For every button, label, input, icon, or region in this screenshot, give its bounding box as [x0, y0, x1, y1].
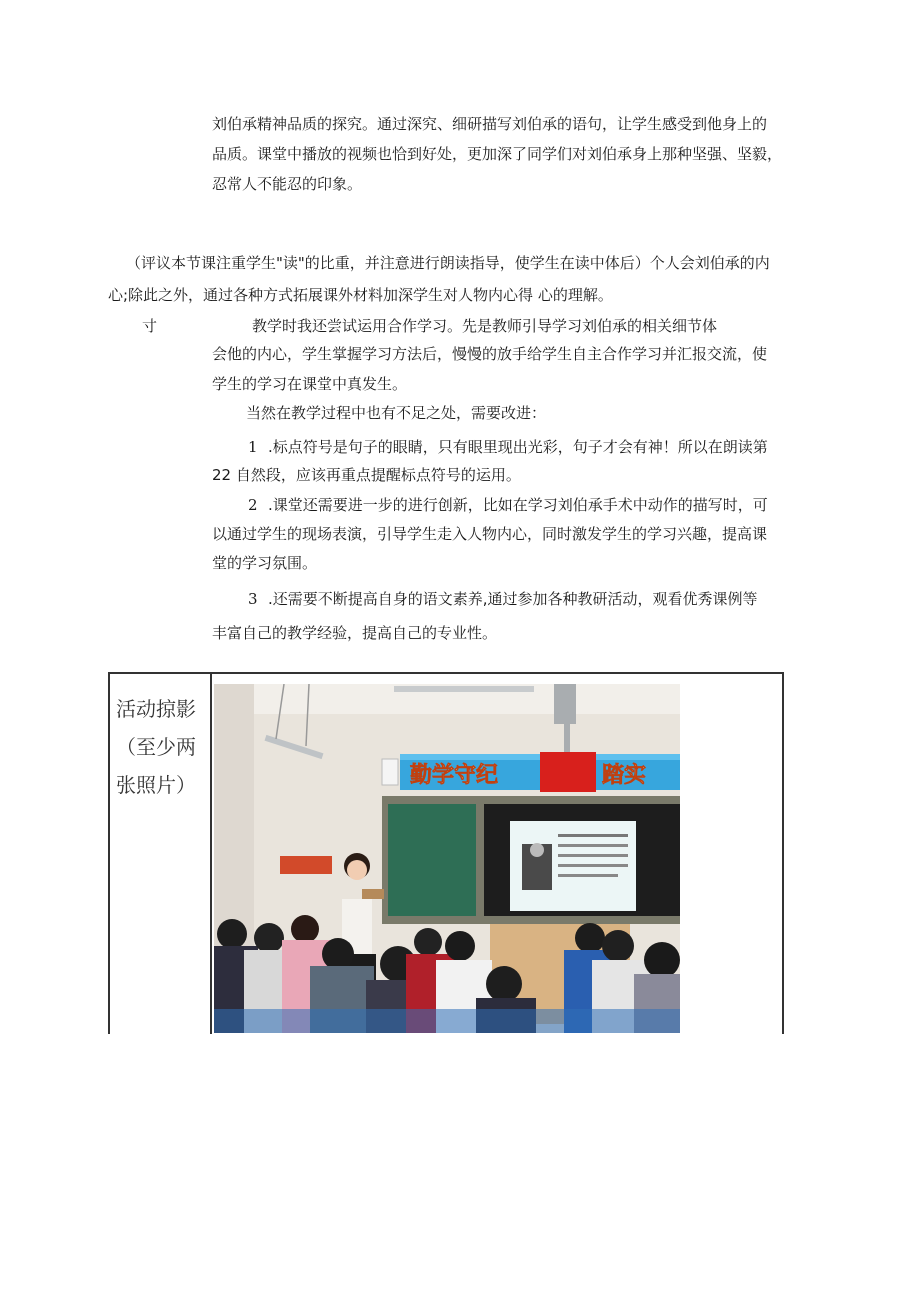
- banner-right-text: 踏实: [602, 763, 647, 788]
- table-column-divider: [210, 674, 212, 1034]
- para4: 当然在教学过程中也有不足之处，需要改进：: [246, 404, 547, 422]
- item2-line1: .课堂还需要进一步的进行创新，比如在学习刘伯承手术中动作的描写时，可: [268, 496, 768, 514]
- item2-line2: 以通过学生的现场表演，引导学生走入人物内心，同时激发学生的学习兴趣，提高课: [212, 525, 768, 543]
- para2-line2: 心;除此之外，通过各种方式拓展课外材料加深学生对人物内心得 心的理解。: [108, 286, 613, 304]
- banner-left-text: 勤学守纪: [410, 763, 499, 788]
- para1-line3: 忍常人不能忍的印象。: [212, 175, 363, 193]
- item2-line3: 堂的学习氛围。: [212, 554, 318, 572]
- table-label-line3: 张照片）: [116, 773, 196, 797]
- para1-line1: 刘伯承精神品质的探究。通过深究、细研描写刘伯承的语句，让学生感受到他身上的: [212, 115, 768, 133]
- stray-char: 寸: [142, 317, 158, 335]
- item3-number: 3: [248, 590, 258, 608]
- para2-line1: （评议本节课注重学生"读"的比重，并注意进行朗读指导，使学生在读中体后）个人会刘伯承的内: [126, 254, 770, 272]
- item1-line1: .标点符号是句子的眼睛，只有眼里现出光彩，句子才会有神！所以在朗读第: [268, 438, 768, 456]
- para1-line2: 品质。课堂中播放的视频也恰到好处，更加深了同学们对刘伯承身上那种坚强、坚毅，: [212, 145, 783, 163]
- para3-line3: 学生的学习在课堂中真发生。: [212, 375, 408, 393]
- classroom-illustration: [214, 684, 680, 1033]
- table-label-cell: [116, 690, 196, 804]
- table-label-line2: （至少两: [116, 735, 196, 759]
- item3-line1: .还需要不断提高自身的语文素养,通过参加各种教研活动，观看优秀课例等: [268, 590, 758, 608]
- item3-line2: 丰富自己的教学经验，提高自己的专业性。: [212, 624, 498, 642]
- para3-line1: 教学时我还尝试运用合作学习。先是教师引导学习刘伯承的相关细节体: [252, 317, 718, 335]
- classroom-photo: [214, 684, 680, 1033]
- para3-line2: 会他的内心，学生掌握学习方法后，慢慢的放手给学生自主合作学习并汇报交流，使: [212, 345, 768, 363]
- item1-number: 1: [248, 438, 258, 456]
- item1-line2: 22 自然段，应该再重点提醒标点符号的运用。: [212, 466, 521, 484]
- table-label-line1: 活动掠影: [116, 697, 196, 721]
- item2-number: 2: [248, 496, 258, 514]
